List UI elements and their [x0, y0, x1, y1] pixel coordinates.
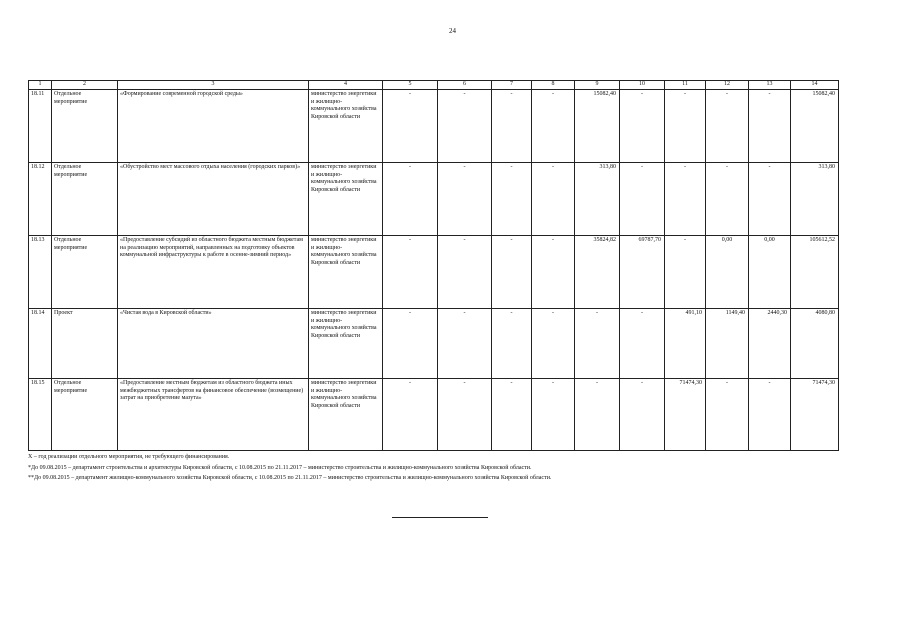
column-header: 5 [383, 81, 438, 90]
cell-10: - [620, 308, 665, 378]
table-row [29, 235, 839, 308]
table-row [29, 308, 839, 378]
row-number: 18.14 [29, 308, 52, 378]
table-row [29, 89, 839, 162]
column-header: 11 [665, 81, 706, 90]
column-header: 1 [29, 81, 52, 90]
cell-10: 69787,70 [620, 235, 665, 308]
closing-rule [392, 517, 488, 518]
cell-8: - [532, 89, 575, 162]
row-name: «Предоставление субсидий из областного бюджета местным бюджетам на реализацию мероприятий, направленных на подготовку объектов коммунальной инфраструктуры к работе в осенне-зимний период» [118, 235, 309, 308]
column-header: 7 [492, 81, 532, 90]
row-type: Проект [52, 308, 118, 378]
cell-7: - [492, 235, 532, 308]
row-type: Отдельное мероприятие [52, 378, 118, 450]
column-header: 12 [706, 81, 749, 90]
row-name: «Формирование современной городской среды» [118, 89, 309, 162]
header-row [29, 81, 839, 90]
page-number: 24 [449, 27, 456, 35]
cell-12: 0,00 [706, 235, 749, 308]
cell-14: 4080,80 [791, 308, 839, 378]
cell-5: - [383, 308, 438, 378]
cell-12: 1149,40 [706, 308, 749, 378]
cell-10: - [620, 89, 665, 162]
cell-12: - [706, 378, 749, 450]
cell-6: - [438, 89, 492, 162]
cell-11: - [665, 235, 706, 308]
row-number: 18.12 [29, 162, 52, 235]
column-header: 13 [749, 81, 791, 90]
cell-10: - [620, 378, 665, 450]
cell-11: - [665, 89, 706, 162]
cell-8: - [532, 235, 575, 308]
row-number: 18.13 [29, 235, 52, 308]
cell-7: - [492, 308, 532, 378]
footnote-x: Х – год реализации отдельного мероприятия, не требующего финансирования. [28, 454, 230, 460]
column-header: 2 [52, 81, 118, 90]
cell-9: - [575, 378, 620, 450]
column-header: 8 [532, 81, 575, 90]
row-type: Отдельное мероприятие [52, 235, 118, 308]
cell-14: 71474,30 [791, 378, 839, 450]
cell-9: 313,80 [575, 162, 620, 235]
cell-10: - [620, 162, 665, 235]
cell-12: - [706, 89, 749, 162]
cell-13: 0,00 [749, 235, 791, 308]
cell-7: - [492, 89, 532, 162]
row-executor: министерство энергетики и жилищно-коммунального хозяйства Кировской области [309, 162, 383, 235]
cell-13: - [749, 162, 791, 235]
cell-6: - [438, 162, 492, 235]
row-number: 18.11 [29, 89, 52, 162]
column-header: 9 [575, 81, 620, 90]
row-type: Отдельное мероприятие [52, 89, 118, 162]
cell-14: 313,80 [791, 162, 839, 235]
row-executor: министерство энергетики и жилищно-коммунального хозяйства Кировской области [309, 308, 383, 378]
cell-14: 15082,40 [791, 89, 839, 162]
financing-table [28, 80, 839, 451]
cell-9: 15082,40 [575, 89, 620, 162]
cell-8: - [532, 162, 575, 235]
cell-7: - [492, 378, 532, 450]
cell-12: - [706, 162, 749, 235]
column-header: 14 [791, 81, 839, 90]
cell-11: 71474,30 [665, 378, 706, 450]
cell-6: - [438, 235, 492, 308]
cell-9: - [575, 308, 620, 378]
cell-8: - [532, 308, 575, 378]
row-type: Отдельное мероприятие [52, 162, 118, 235]
cell-7: - [492, 162, 532, 235]
cell-8: - [532, 378, 575, 450]
cell-5: - [383, 378, 438, 450]
column-header: 3 [118, 81, 309, 90]
table-row [29, 378, 839, 450]
cell-6: - [438, 378, 492, 450]
column-header: 4 [309, 81, 383, 90]
row-name: «Предоставление местным бюджетам из областного бюджета иных межбюджетных трансфертов на финансовое обеспечение (возмещение) затрат на приобретение мазута» [118, 378, 309, 450]
row-executor: министерство энергетики и жилищно-коммунального хозяйства Кировской области [309, 235, 383, 308]
cell-14: 105612,52 [791, 235, 839, 308]
footnote-one-star: *До 09.08.2015 – департамент строительства и архитектуры Кировской области, с 10.08.2015 по 21.11.2017 – министерство строительства и жилищно-коммунального хозяйства Кировской области. [28, 464, 532, 471]
cell-11: 491,10 [665, 308, 706, 378]
cell-5: - [383, 235, 438, 308]
footnotes [28, 452, 878, 484]
row-executor: министерство энергетики и жилищно-коммунального хозяйства Кировской области [309, 378, 383, 450]
cell-9: 35824,82 [575, 235, 620, 308]
cell-13: - [749, 89, 791, 162]
cell-13: 2440,30 [749, 308, 791, 378]
row-name: «Обустройство мест массового отдыха населения (городских парков)» [118, 162, 309, 235]
cell-6: - [438, 308, 492, 378]
cell-13: - [749, 378, 791, 450]
row-executor: министерство энергетики и жилищно-коммунального хозяйства Кировской области [309, 89, 383, 162]
footnote-two-star: **До 09.08.2015 – департамент жилищно-коммунального хозяйства Кировской области, с 10.08.2015 по 21.11.2017 – министерство строительства и жилищно-коммунального хозяйства Кировской области. [28, 475, 552, 481]
column-header: 10 [620, 81, 665, 90]
row-number: 18.15 [29, 378, 52, 450]
table-row [29, 162, 839, 235]
cell-5: - [383, 162, 438, 235]
cell-11: - [665, 162, 706, 235]
row-name: «Чистая вода в Кировской области» [118, 308, 309, 378]
cell-5: - [383, 89, 438, 162]
column-header: 6 [438, 81, 492, 90]
